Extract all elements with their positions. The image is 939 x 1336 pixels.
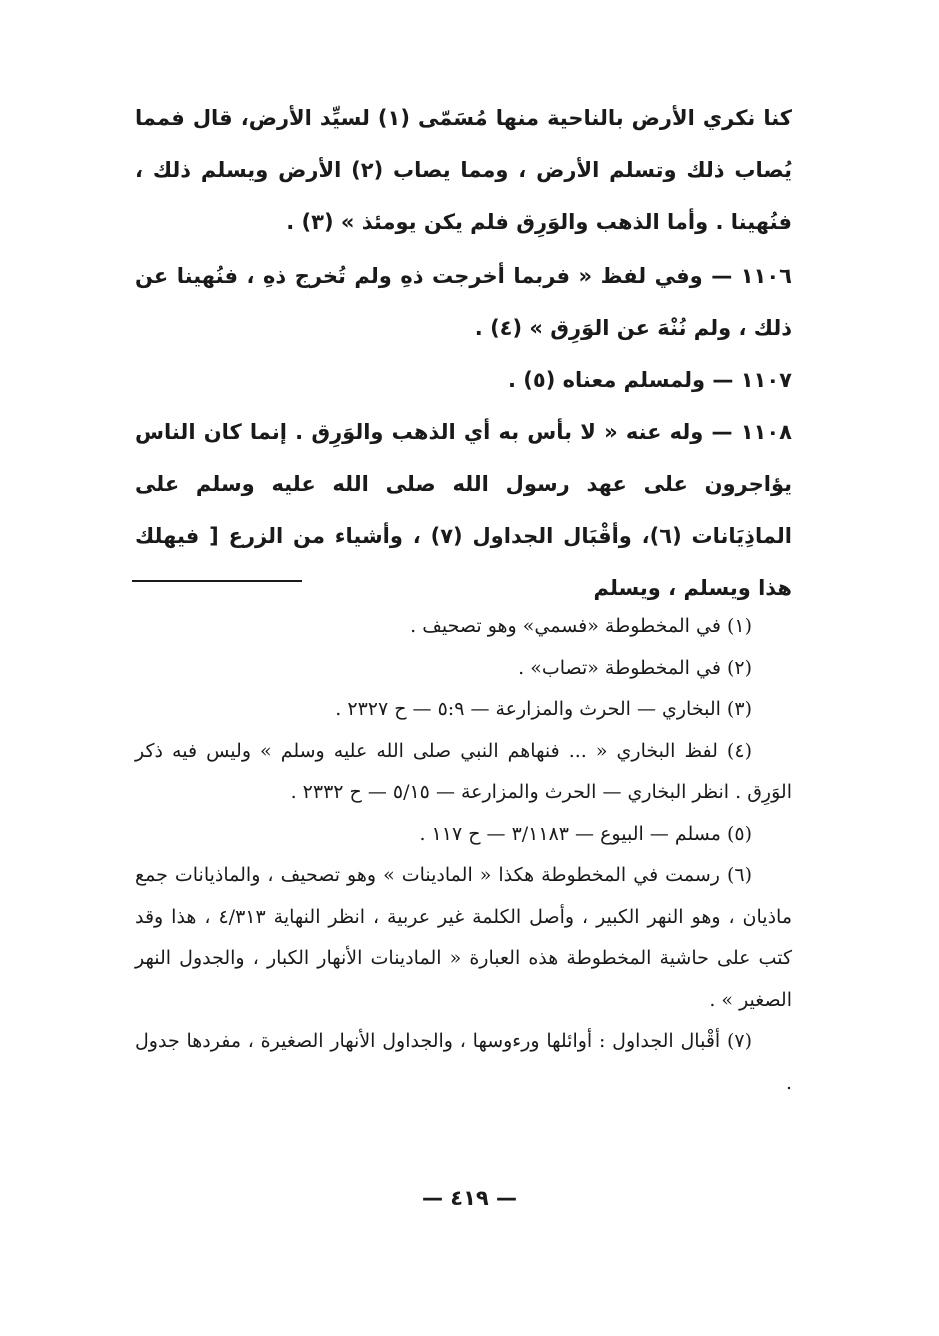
footnote-divider xyxy=(132,580,302,582)
footnote-5: (٥) مسلم — البيوع — ٣/١١٨٣ — ح ١١٧ . xyxy=(419,822,752,845)
footnote-4: (٤) لفظ البخاري « ... فنهاهم النبي صلى الله عليه وسلم » وليس فيه ذكر الوَرِق . انظر البخاري — الحرث والمزارعة — ٥/١٥ — ح ٢٣٣٢ . xyxy=(135,739,792,803)
paragraph-1107: ١١٠٧ — ولمسلم معناه (٥) . xyxy=(508,368,792,392)
paragraph-1106: ١١٠٦ — وفي لفظ « فربما أخرجت ذهِ ولم تُخرج ذهِ ، فنُهينا عن ذلك ، ولم نُنْهَ عن الوَرِق » (٤) . xyxy=(135,264,792,340)
paragraph-1108: ١١٠٨ — وله عنه « لا بأس به أي الذهب والوَرِق . إنما كان الناس يؤاجرون على عهد رسول الله صلى الله عليه وسلم على الماذِيَانات (٦)، وأقْبَال الجداول (٧) ، وأشياء من الزرع [ فيهلك هذا ويسلم ، ويسلم xyxy=(135,420,792,600)
main-text xyxy=(135,92,792,614)
page-number: — ٤١٩ — xyxy=(421,1186,518,1210)
footnotes xyxy=(135,606,792,1104)
paragraph-continuation: كنا نكري الأرض بالناحية منها مُسَمّى (١) لسيِّد الأرض، قال فمما يُصاب ذلك وتسلم الأرض ، ومما يصاب (٢) الأرض ويسلم ذلك ، فنُهينا . وأما الذهب والوَرِق فلم يكن يومئذ » (٣) . xyxy=(135,106,793,234)
footnote-1: (١) في المخطوطة «فسمي» وهو تصحيف . xyxy=(410,615,752,637)
footnote-3: (٣) البخاري — الحرث والمزارعة — ٥:٩ — ح ٢٣٢٧ . xyxy=(335,698,752,720)
footnote-6: (٦) رسمت في المخطوطة هكذا « المادينات » وهو تصحيف ، والماذيانات جمع ماذيان ، وهو النهر الكبير ، وأصل الكلمة غير عربية ، انظر النهاية ٤/٣١٣ ، هذا وقد كتب على حاشية المخطوطة هذه العبارة « المادينات الأنهار الكبار ، والجدول النهر الصغير » . xyxy=(135,864,792,1011)
footnote-2: (٢) في المخطوطة «تصاب» . xyxy=(518,656,752,679)
footnote-7: (٧) أقْبال الجداول : أوائلها ورءوسها ، والجداول الأنهار الصغيرة ، مفردها جدول . xyxy=(135,1030,792,1094)
